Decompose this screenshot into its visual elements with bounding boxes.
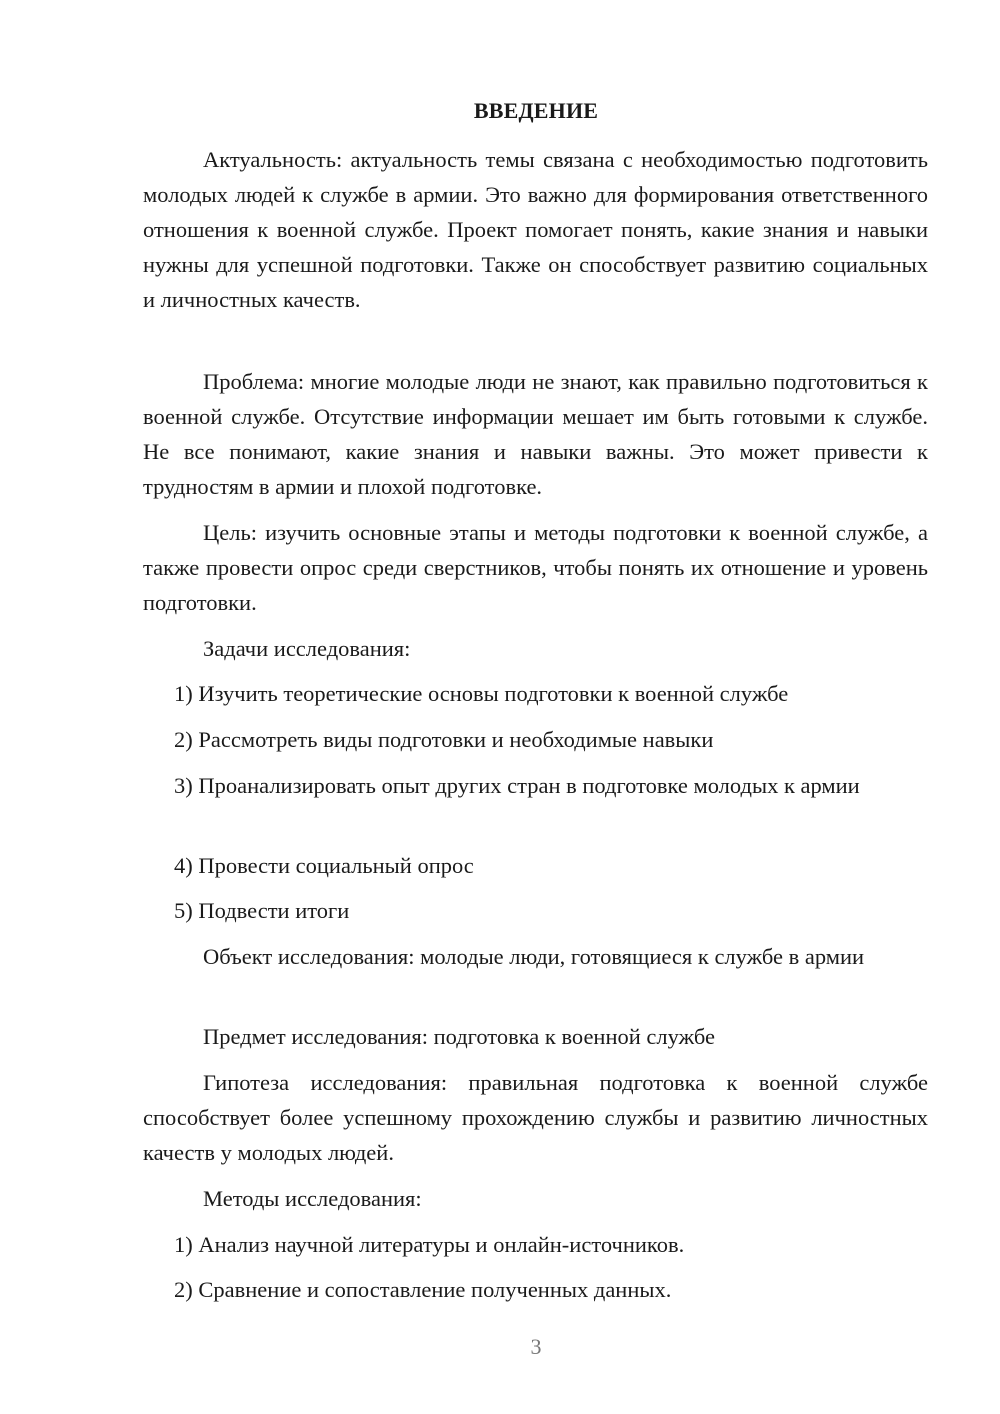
task-item-4: 4) Провести социальный опрос bbox=[174, 853, 474, 878]
task-item-1: 1) Изучить теоретические основы подготовки к военной службе bbox=[174, 681, 789, 706]
task-item-3: 3) Проанализировать опыт других стран в подготовке молодых к армии bbox=[174, 773, 860, 798]
paragraph-relevance: Актуальность: актуальность темы связана с необходимостью подготовить молодых людей к службе в армии. Это важно для формирования ответственного отношения к военной службе. Проект помогает понять, какие знания и навыки нужны для успешной подготовки. Также он способствует развитию социальных и личностных качеств. bbox=[143, 147, 928, 312]
method-item-1: 1) Анализ научной литературы и онлайн-источников. bbox=[174, 1232, 685, 1257]
paragraph-subject: Предмет исследования: подготовка к военной службе bbox=[203, 1024, 715, 1049]
page-title: ВВЕДЕНИЕ bbox=[473, 98, 599, 123]
paragraph-methods-heading: Методы исследования: bbox=[203, 1186, 422, 1211]
paragraph-goal: Цель: изучить основные этапы и методы подготовки к военной службе, а также провести опрос среди сверстников, чтобы понять их отношение и уровень подготовки. bbox=[143, 520, 928, 615]
method-item-2: 2) Сравнение и сопоставление полученных данных. bbox=[174, 1277, 672, 1302]
task-item-5: 5) Подвести итоги bbox=[174, 898, 350, 923]
paragraph-hypothesis: Гипотеза исследования: правильная подготовка к военной службе способствует более успешному прохождению службы и развитию личностных качеств у молодых людей. bbox=[143, 1070, 928, 1165]
task-item-2: 2) Рассмотреть виды подготовки и необходимые навыки bbox=[174, 727, 714, 752]
paragraph-tasks-heading: Задачи исследования: bbox=[203, 636, 411, 661]
paragraph-problem: Проблема: многие молодые люди не знают, как правильно подготовиться к военной службе. Отсутствие информации мешает им быть готовыми к службе. Не все понимают, какие знания и навыки важны. Это может привести к трудностям в армии и плохой подготовке. bbox=[143, 369, 928, 499]
page-number: 3 bbox=[530, 1334, 542, 1359]
paragraph-object: Объект исследования: молодые люди, готовящиеся к службе в армии bbox=[203, 944, 865, 969]
